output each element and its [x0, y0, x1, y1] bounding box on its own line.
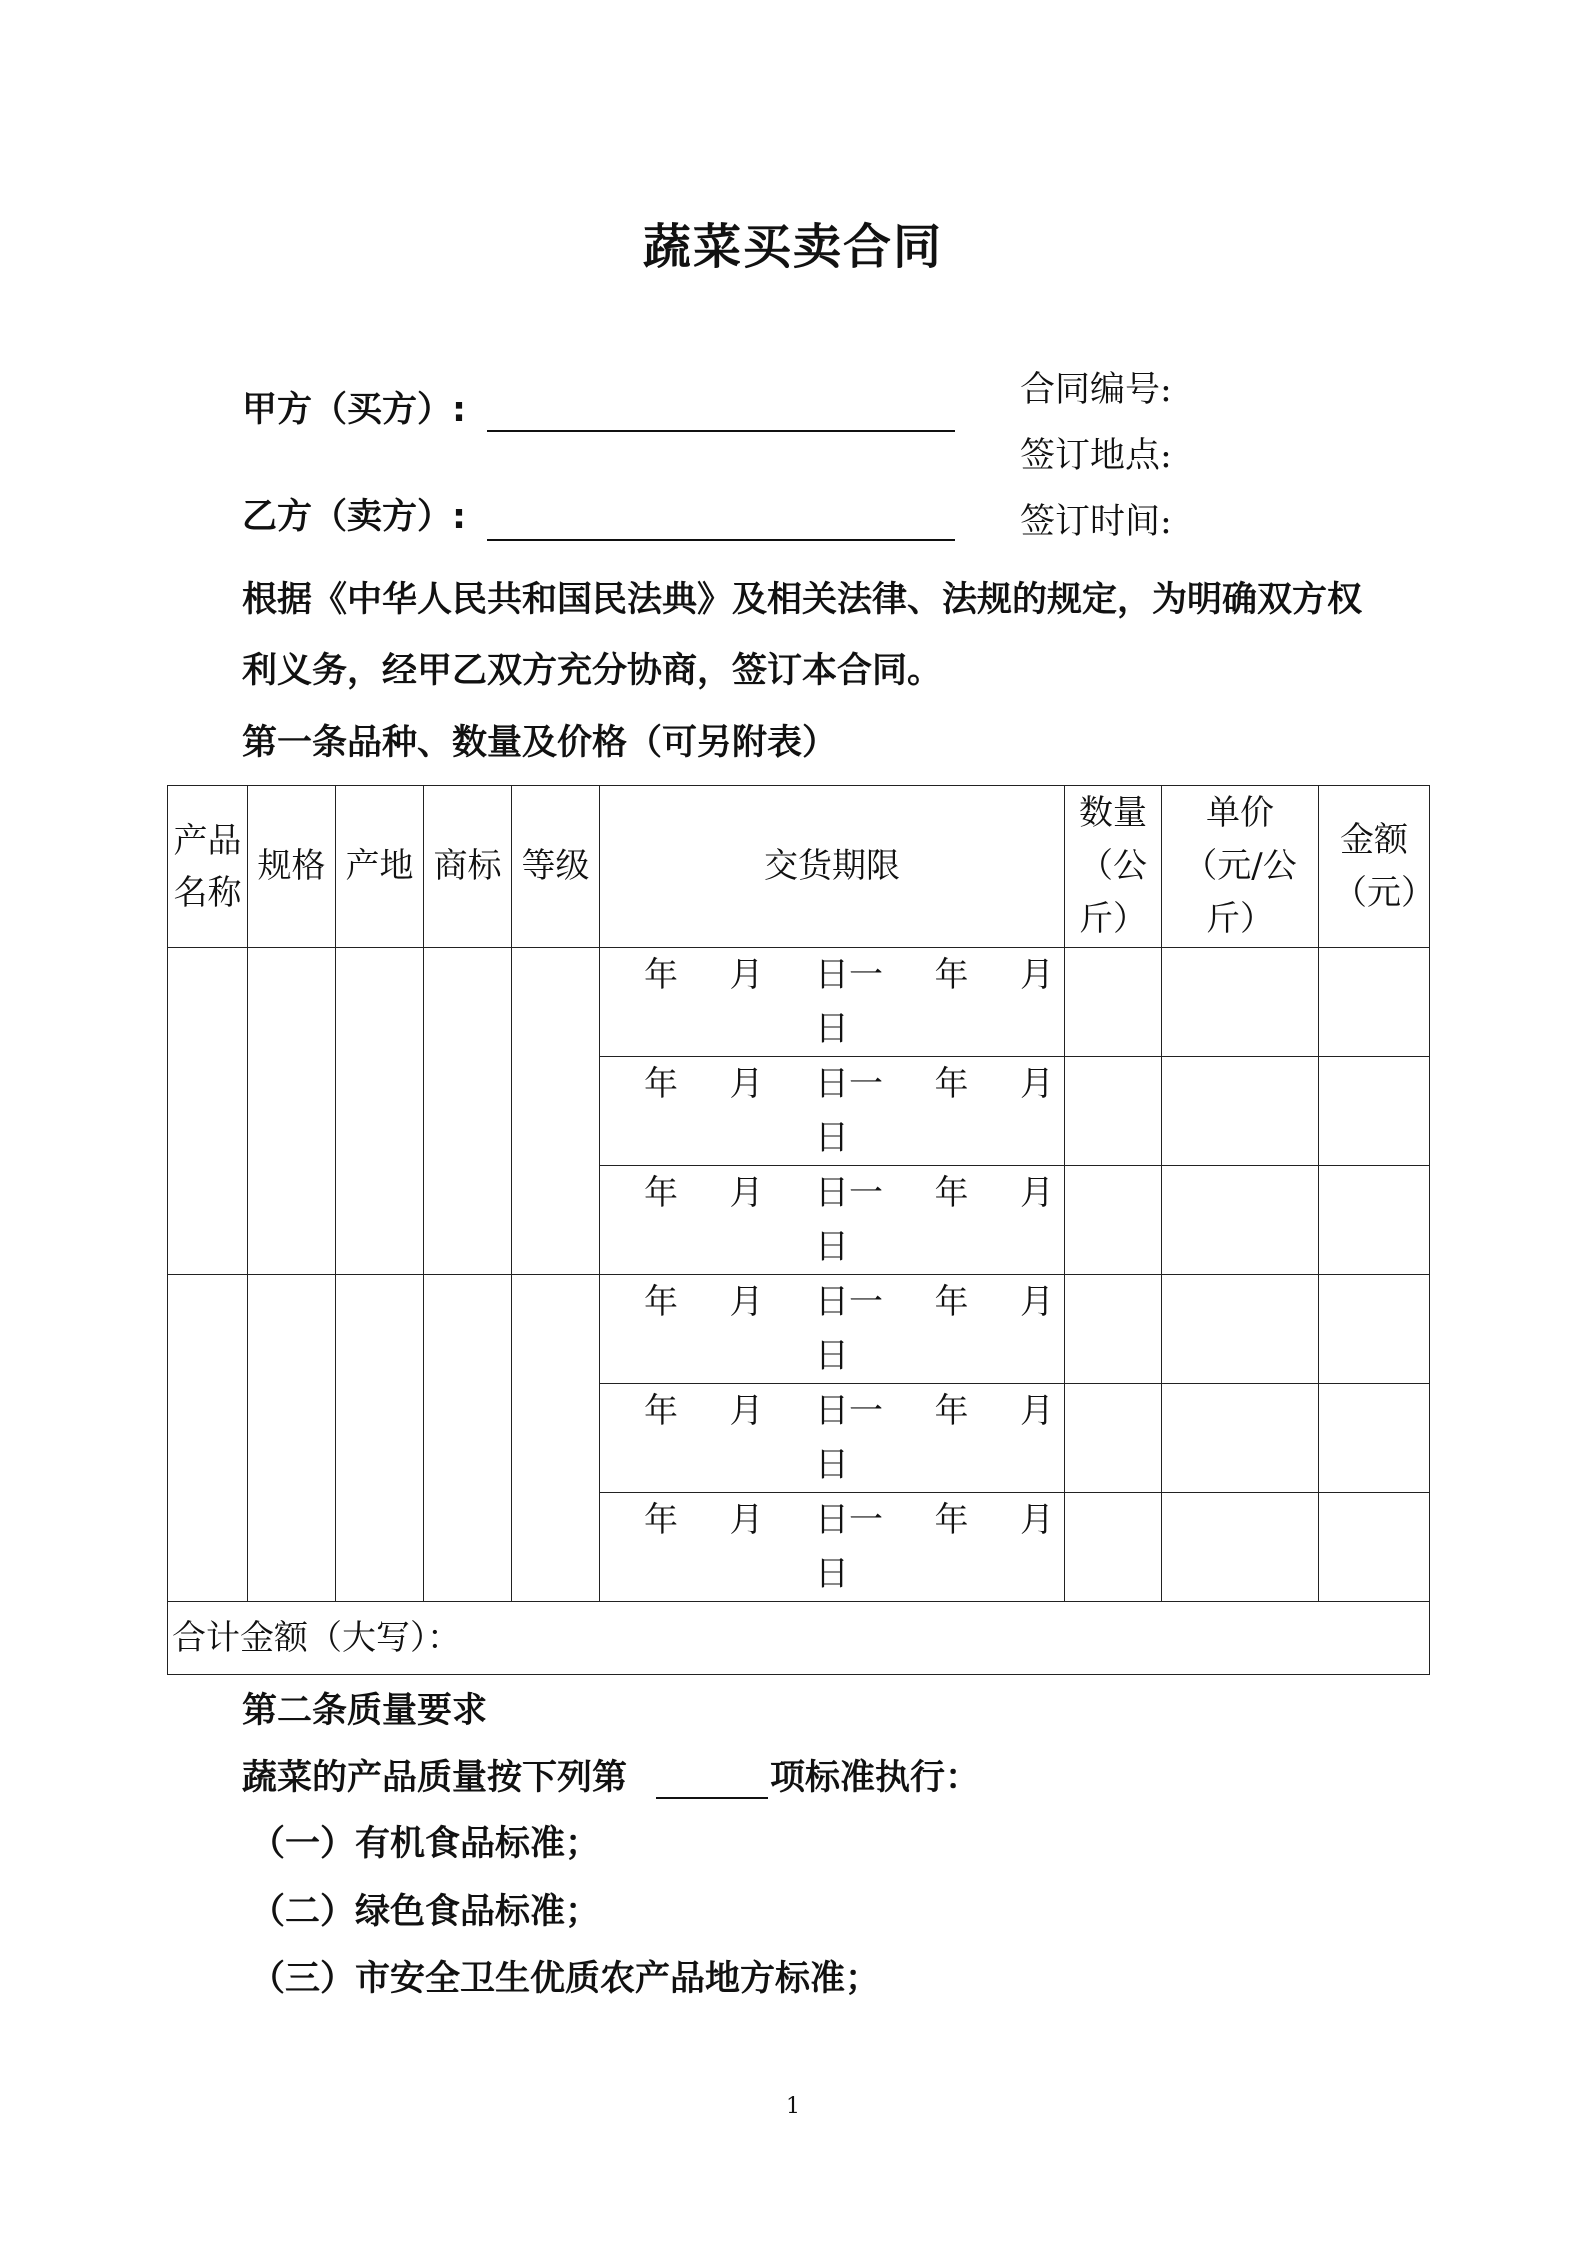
header-brand: 商标 [424, 786, 512, 948]
cell-origin[interactable] [336, 1275, 424, 1602]
cell-quantity[interactable] [1065, 1166, 1162, 1275]
table-row [168, 1275, 1430, 1384]
standard-item-2: （二）绿色食品标准； [250, 1892, 601, 1932]
cell-amount[interactable] [1319, 948, 1430, 1057]
party-b-field[interactable] [487, 539, 955, 541]
cell-delivery-date[interactable]: 年 月 日一 年 月 日 [600, 1166, 1065, 1275]
cell-brand[interactable] [424, 948, 512, 1275]
total-amount-label[interactable]: 合计金额（大写）： [168, 1602, 1430, 1675]
cell-product-name[interactable] [168, 948, 248, 1275]
cell-delivery-date[interactable]: 年 月 日一 年 月 日 [600, 948, 1065, 1057]
cell-amount[interactable] [1319, 1493, 1430, 1602]
cell-amount[interactable] [1319, 1384, 1430, 1493]
cell-product-name[interactable] [168, 1275, 248, 1602]
total-row [168, 1602, 1430, 1675]
cell-quantity[interactable] [1065, 1275, 1162, 1384]
cell-quantity[interactable] [1065, 1057, 1162, 1166]
page-number: 1 [786, 2094, 800, 2119]
header-grade: 等级 [512, 786, 600, 948]
standard-item-3: （三）市安全卫生优质农产品地方标准； [250, 1959, 881, 1999]
article2-title: 第二条质量要求 [242, 1691, 488, 1731]
cell-delivery-date[interactable]: 年 月 日一 年 月 日 [600, 1384, 1065, 1493]
cell-grade[interactable] [512, 948, 600, 1275]
cell-unit-price[interactable] [1162, 1384, 1319, 1493]
cell-delivery-date[interactable]: 年 月 日一 年 月 日 [600, 1275, 1065, 1384]
document-title: 蔬菜买卖合同 [642, 219, 943, 275]
sign-time-label: 签订时间: [1020, 502, 1172, 542]
article2-text-after: 项标准执行： [770, 1758, 981, 1798]
contract-no-label: 合同编号: [1020, 370, 1172, 410]
header-delivery-period: 交货期限 [600, 786, 1065, 948]
cell-unit-price[interactable] [1162, 1493, 1319, 1602]
standard-item-1: （一）有机食品标准； [250, 1824, 601, 1864]
cell-amount[interactable] [1319, 1057, 1430, 1166]
cell-quantity[interactable] [1065, 1384, 1162, 1493]
article2-text-before: 蔬菜的产品质量按下列第 [242, 1758, 628, 1798]
standard-choice-field[interactable] [656, 1797, 768, 1799]
cell-delivery-date[interactable]: 年 月 日一 年 月 日 [600, 1493, 1065, 1602]
cell-unit-price[interactable] [1162, 1057, 1319, 1166]
cell-amount[interactable] [1319, 1166, 1430, 1275]
cell-delivery-date[interactable]: 年 月 日一 年 月 日 [600, 1057, 1065, 1166]
party-b-label: 乙方（卖方）: [242, 497, 466, 537]
cell-amount[interactable] [1319, 1275, 1430, 1384]
cell-quantity[interactable] [1065, 948, 1162, 1057]
sign-place-label: 签订地点: [1020, 436, 1172, 476]
cell-spec[interactable] [248, 1275, 336, 1602]
header-product-name: 产品名称 [168, 786, 248, 948]
cell-unit-price[interactable] [1162, 1166, 1319, 1275]
table-header-row [168, 786, 1430, 948]
cell-unit-price[interactable] [1162, 1275, 1319, 1384]
table-row [168, 948, 1430, 1057]
product-table [167, 785, 1435, 1675]
header-spec: 规格 [248, 786, 336, 948]
cell-unit-price[interactable] [1162, 948, 1319, 1057]
party-a-label: 甲方（买方）: [242, 390, 466, 430]
cell-quantity[interactable] [1065, 1493, 1162, 1602]
party-a-field[interactable] [487, 430, 955, 432]
cell-spec[interactable] [248, 948, 336, 1275]
header-unit-price: 单价（元/公斤） [1162, 786, 1319, 948]
cell-grade[interactable] [512, 1275, 600, 1602]
header-amount: 金额（元） [1319, 786, 1430, 948]
intro-paragraph: 根据《中华人民共和国民法典》及相关法律、法规的规定，为明确双方权利义务，经甲乙双方充分协商，签订本合同。 [242, 580, 1363, 691]
header-origin: 产地 [336, 786, 424, 948]
cell-origin[interactable] [336, 948, 424, 1275]
header-quantity: 数量（公斤） [1065, 786, 1162, 948]
cell-brand[interactable] [424, 1275, 512, 1602]
article1-title: 第一条品种、数量及价格（可另附表） [242, 723, 838, 763]
